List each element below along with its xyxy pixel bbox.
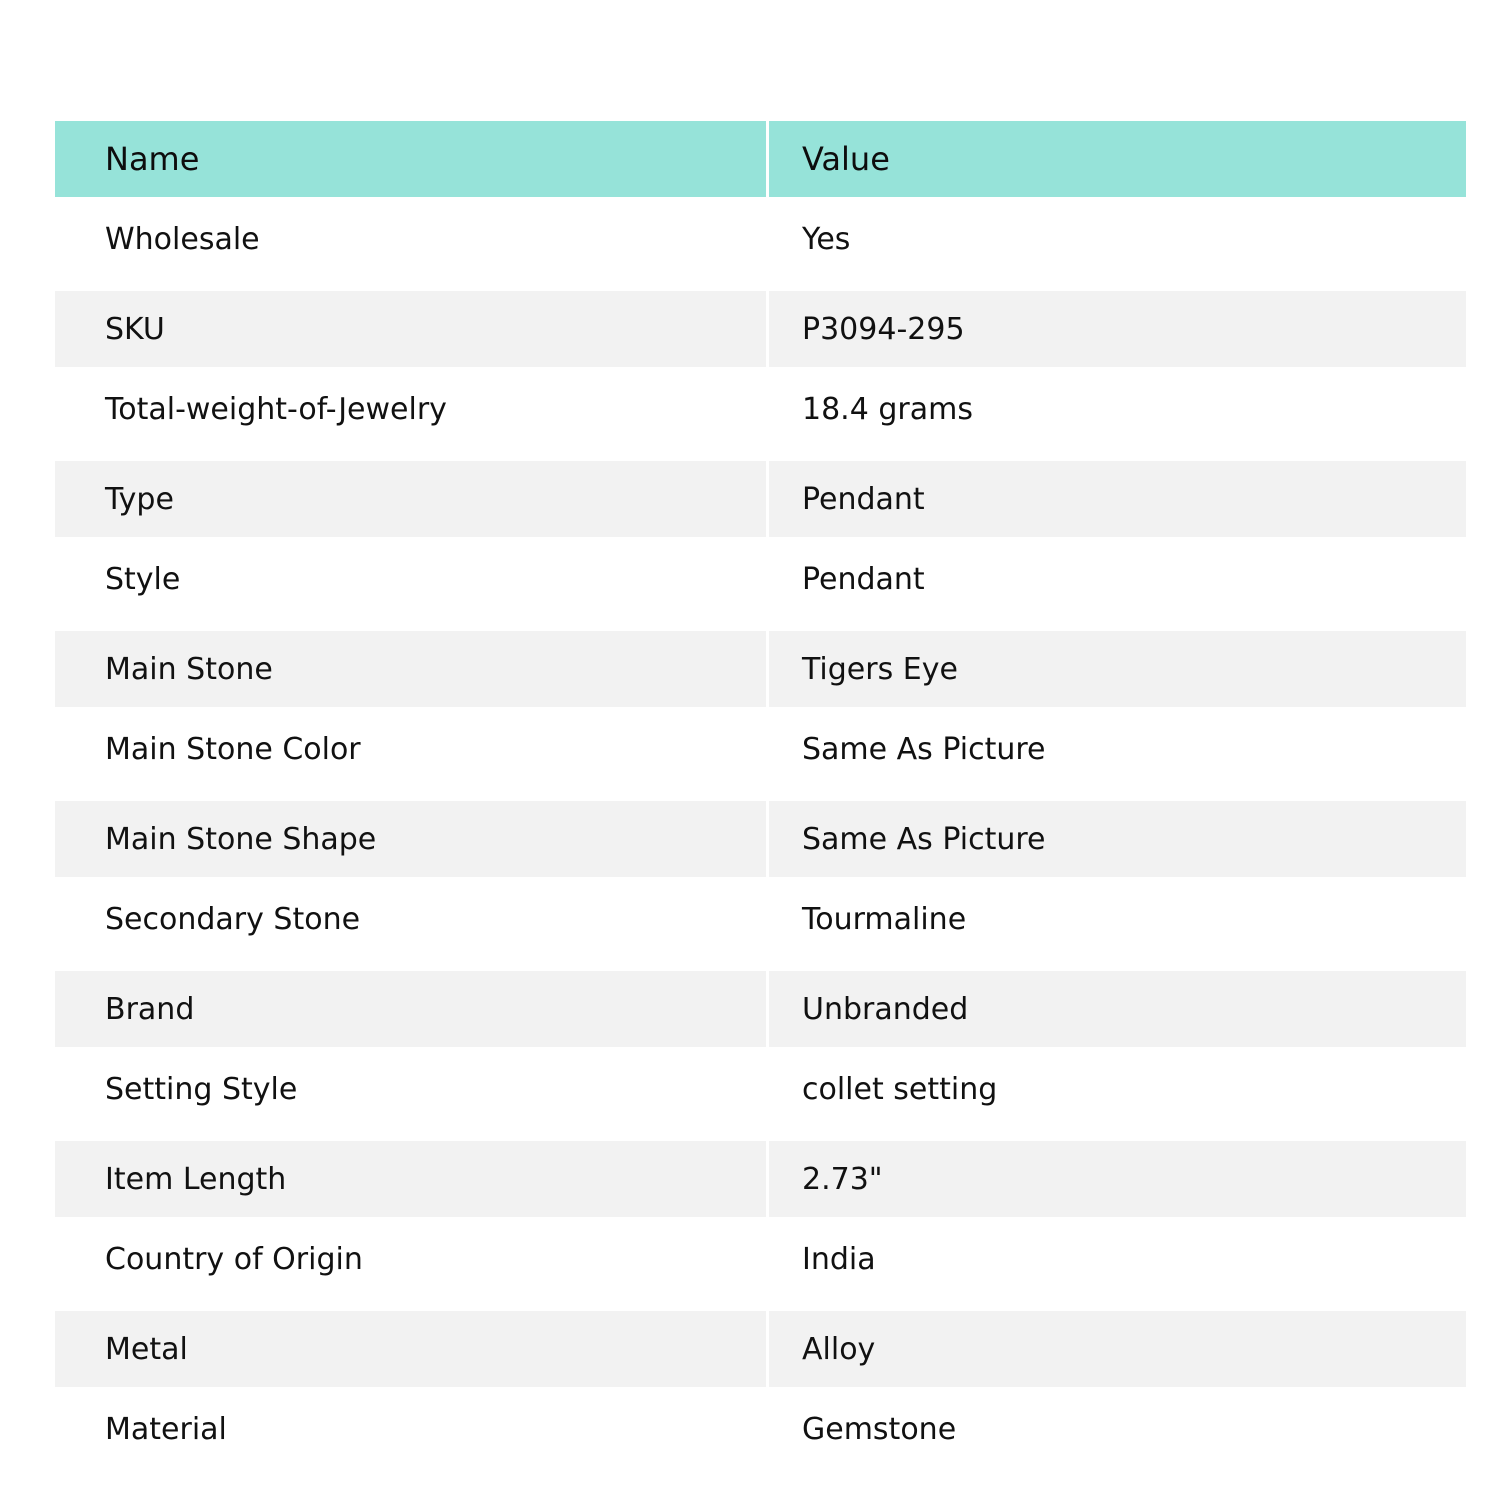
table-row <box>55 1217 1466 1302</box>
row-value-cell: P3094-295 <box>766 282 1466 367</box>
row-name-cell: Style <box>55 537 766 622</box>
spec-table <box>55 121 1466 1472</box>
row-value-cell: Tigers Eye <box>766 622 1466 707</box>
table-row <box>55 622 1466 707</box>
table-row <box>55 792 1466 877</box>
row-value-cell: India <box>766 1217 1466 1302</box>
row-name-cell: Type <box>55 452 766 537</box>
table-row <box>55 877 1466 962</box>
row-name-cell: Material <box>55 1387 766 1472</box>
table-header-row <box>55 121 1466 197</box>
row-value-cell: Pendant <box>766 452 1466 537</box>
column-header-value: Value <box>766 121 1466 197</box>
row-value-cell: 18.4 grams <box>766 367 1466 452</box>
row-value-cell: collet setting <box>766 1047 1466 1132</box>
row-value-cell: Yes <box>766 197 1466 282</box>
row-name-cell: Main Stone Color <box>55 707 766 792</box>
row-value-cell: Tourmaline <box>766 877 1466 962</box>
row-name-cell: Brand <box>55 962 766 1047</box>
table-row <box>55 197 1466 282</box>
row-name-cell: Total-weight-of-Jewelry <box>55 367 766 452</box>
table-row <box>55 962 1466 1047</box>
table-row <box>55 537 1466 622</box>
row-name-cell: SKU <box>55 282 766 367</box>
table-row <box>55 367 1466 452</box>
row-name-cell: Main Stone Shape <box>55 792 766 877</box>
table-row <box>55 1302 1466 1387</box>
row-name-cell: Item Length <box>55 1132 766 1217</box>
table-header <box>55 121 1466 197</box>
row-name-cell: Setting Style <box>55 1047 766 1132</box>
row-value-cell: Gemstone <box>766 1387 1466 1472</box>
table-body <box>55 197 1466 1472</box>
row-value-cell: Unbranded <box>766 962 1466 1047</box>
row-name-cell: Wholesale <box>55 197 766 282</box>
row-value-cell: 2.73" <box>766 1132 1466 1217</box>
row-name-cell: Main Stone <box>55 622 766 707</box>
table-row <box>55 1387 1466 1472</box>
row-name-cell: Country of Origin <box>55 1217 766 1302</box>
table-row <box>55 452 1466 537</box>
row-name-cell: Secondary Stone <box>55 877 766 962</box>
row-value-cell: Same As Picture <box>766 707 1466 792</box>
row-value-cell: Alloy <box>766 1302 1466 1387</box>
table-row <box>55 1047 1466 1132</box>
table-row <box>55 707 1466 792</box>
row-value-cell: Pendant <box>766 537 1466 622</box>
table-row <box>55 282 1466 367</box>
column-header-name: Name <box>105 140 200 178</box>
row-value-cell: Same As Picture <box>766 792 1466 877</box>
row-name-cell: Metal <box>55 1302 766 1387</box>
table-row <box>55 1132 1466 1217</box>
